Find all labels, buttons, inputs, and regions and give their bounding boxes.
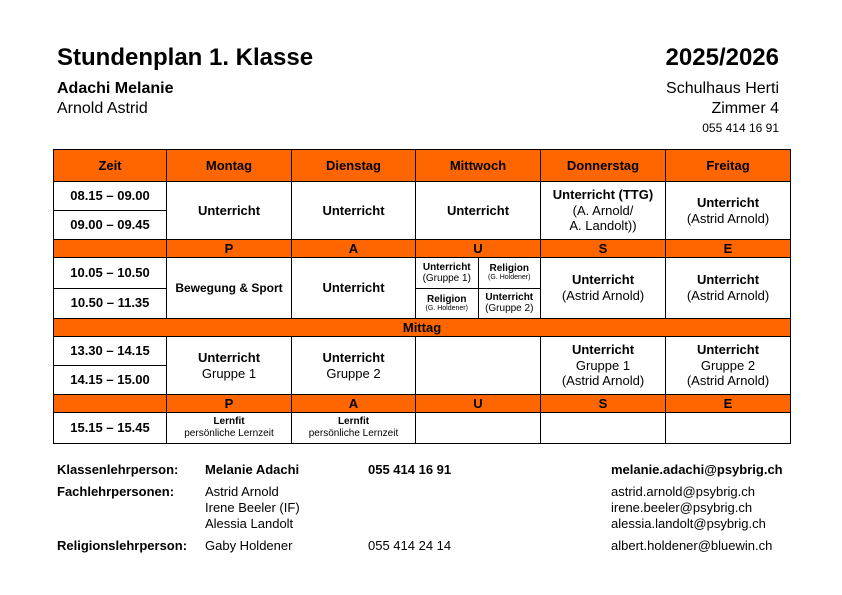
lesson-title: Unterricht [696, 194, 760, 210]
pause-row [54, 240, 791, 258]
lesson-title: Lernfit [337, 416, 370, 427]
school-name: Schulhaus Herti [666, 80, 779, 97]
pause-letter: A [292, 395, 416, 413]
split-lesson [478, 258, 540, 288]
empty-cell [541, 413, 666, 444]
fach-email: astrid.arnold@psybrig.ch [611, 484, 755, 499]
table-row [54, 258, 791, 289]
pause-letter: A [292, 240, 416, 258]
lesson-title: Lernfit [213, 416, 245, 427]
lesson-teacher: (Astrid Arnold) [686, 373, 770, 389]
lesson-teacher: (G. Holdener) [425, 304, 468, 312]
table-row [54, 182, 791, 211]
empty-cell [666, 413, 791, 444]
lesson-group: Gruppe 2 [700, 357, 756, 373]
teacher-name-1: Adachi Melanie [57, 80, 174, 97]
mittag-label: Mittag [54, 319, 791, 337]
lesson-group: Gruppe 1 [201, 365, 257, 381]
lesson-title: Unterricht [571, 272, 635, 288]
lesson-cell [541, 258, 666, 319]
pause-letter: U [416, 240, 541, 258]
pause-letter: U [416, 395, 541, 413]
lesson-cell: Unterricht [167, 182, 292, 240]
rel-email: albert.holdener@bluewin.ch [611, 538, 773, 553]
time-cell: 14.15 – 15.00 [54, 366, 167, 395]
klassen-email: melanie.adachi@psybrig.ch [611, 462, 783, 477]
lesson-title: Unterricht [197, 349, 261, 365]
lesson-cell [666, 258, 791, 319]
lesson-teacher: (G. Holdener) [488, 274, 531, 282]
col-freitag: Freitag [666, 150, 791, 182]
pause-letter: P [167, 395, 292, 413]
lesson-title: Unterricht [422, 261, 471, 273]
header-row [54, 150, 791, 182]
fach-name: Astrid Arnold [205, 484, 279, 499]
split-table [416, 258, 540, 318]
pause-letter: S [541, 395, 666, 413]
lesson-teacher: A. Landolt)) [569, 218, 637, 234]
split-lesson [416, 288, 478, 318]
klassen-phone: 055 414 16 91 [368, 462, 452, 477]
fach-email: irene.beeler@psybrig.ch [611, 500, 753, 515]
empty-cell [416, 337, 541, 395]
lesson-subtitle: persönliche Lernzeit [308, 428, 399, 439]
lesson-title: Unterricht [696, 272, 760, 288]
klassen-label: Klassenlehrperson: [57, 462, 179, 477]
lesson-cell [666, 337, 791, 395]
rel-phone: 055 414 24 14 [368, 538, 452, 553]
pause-letter: E [666, 395, 791, 413]
lesson-title: Unterricht [696, 342, 760, 358]
fach-name: Irene Beeler (IF) [205, 500, 300, 515]
lesson-teacher: (Astrid Arnold) [686, 210, 770, 226]
rel-label: Religionslehrperson: [57, 538, 188, 553]
pause-letter: E [666, 240, 791, 258]
lesson-group: (Gruppe 2) [485, 303, 534, 315]
pause-empty [54, 240, 167, 258]
col-zeit: Zeit [54, 150, 167, 182]
time-cell: 10.05 – 10.50 [54, 258, 167, 289]
school-phone: 055 414 16 91 [702, 121, 779, 135]
pause-letter: S [541, 240, 666, 258]
lesson-teacher: (Astrid Arnold) [561, 288, 645, 303]
col-mittwoch: Mittwoch [416, 150, 541, 182]
lesson-group: Gruppe 1 [575, 357, 631, 373]
pause-letter: P [167, 240, 292, 258]
pause-empty [54, 395, 167, 413]
fach-email: alessia.landolt@psybrig.ch [611, 516, 766, 531]
lesson-cell [167, 413, 292, 444]
schedule-table [53, 149, 791, 444]
lesson-title: Unterricht [485, 292, 534, 304]
time-cell: 15.15 – 15.45 [54, 413, 167, 444]
lesson-cell [167, 337, 292, 395]
col-dienstag: Dienstag [292, 150, 416, 182]
empty-cell [416, 413, 541, 444]
room-name: Zimmer 4 [711, 100, 779, 117]
lesson-cell: Bewegung & Sport [167, 258, 292, 319]
teacher-name-2: Arnold Astrid [57, 100, 148, 117]
school-year: 2025/2026 [665, 44, 779, 71]
lesson-cell [541, 337, 666, 395]
fach-label: Fachlehrpersonen: [57, 484, 175, 499]
lesson-cell-ttg [541, 182, 666, 240]
col-donnerstag: Donnerstag [541, 150, 666, 182]
time-cell: 10.50 – 11.35 [54, 288, 167, 319]
pause-row [54, 395, 791, 413]
lesson-title: Religion [427, 293, 467, 305]
page-title: Stundenplan 1. Klasse [57, 44, 314, 71]
time-cell: 08.15 – 09.00 [54, 182, 167, 211]
fach-name: Alessia Landolt [205, 516, 294, 531]
lesson-cell [292, 413, 416, 444]
klassen-name: Melanie Adachi [205, 462, 300, 477]
table-row [54, 413, 791, 444]
lesson-cell [666, 182, 791, 240]
lesson-teacher: (Astrid Arnold) [686, 288, 770, 303]
lesson-title: Religion [489, 263, 529, 275]
lesson-cell: Unterricht [292, 258, 416, 319]
lesson-teacher: (A. Arnold/ [572, 202, 634, 218]
lesson-title: Unterricht [571, 342, 635, 358]
table-row [54, 337, 791, 366]
split-lesson [478, 288, 540, 318]
lesson-title: Unterricht (TTG) [552, 187, 654, 203]
lesson-cell: Unterricht [292, 182, 416, 240]
lesson-cell: Unterricht [416, 182, 541, 240]
rel-name: Gaby Holdener [205, 538, 293, 553]
split-cell [416, 258, 541, 319]
lesson-group: (Gruppe 1) [422, 272, 471, 284]
mittag-row [54, 319, 791, 337]
split-lesson [416, 258, 478, 288]
time-cell: 09.00 – 09.45 [54, 211, 167, 240]
lesson-cell [292, 337, 416, 395]
lesson-teacher: (Astrid Arnold) [561, 373, 645, 389]
lesson-subtitle: persönliche Lernzeit [184, 428, 274, 439]
lesson-title: Unterricht [322, 349, 385, 365]
time-cell: 13.30 – 14.15 [54, 337, 167, 366]
col-montag: Montag [167, 150, 292, 182]
lesson-group: Gruppe 2 [326, 365, 381, 381]
